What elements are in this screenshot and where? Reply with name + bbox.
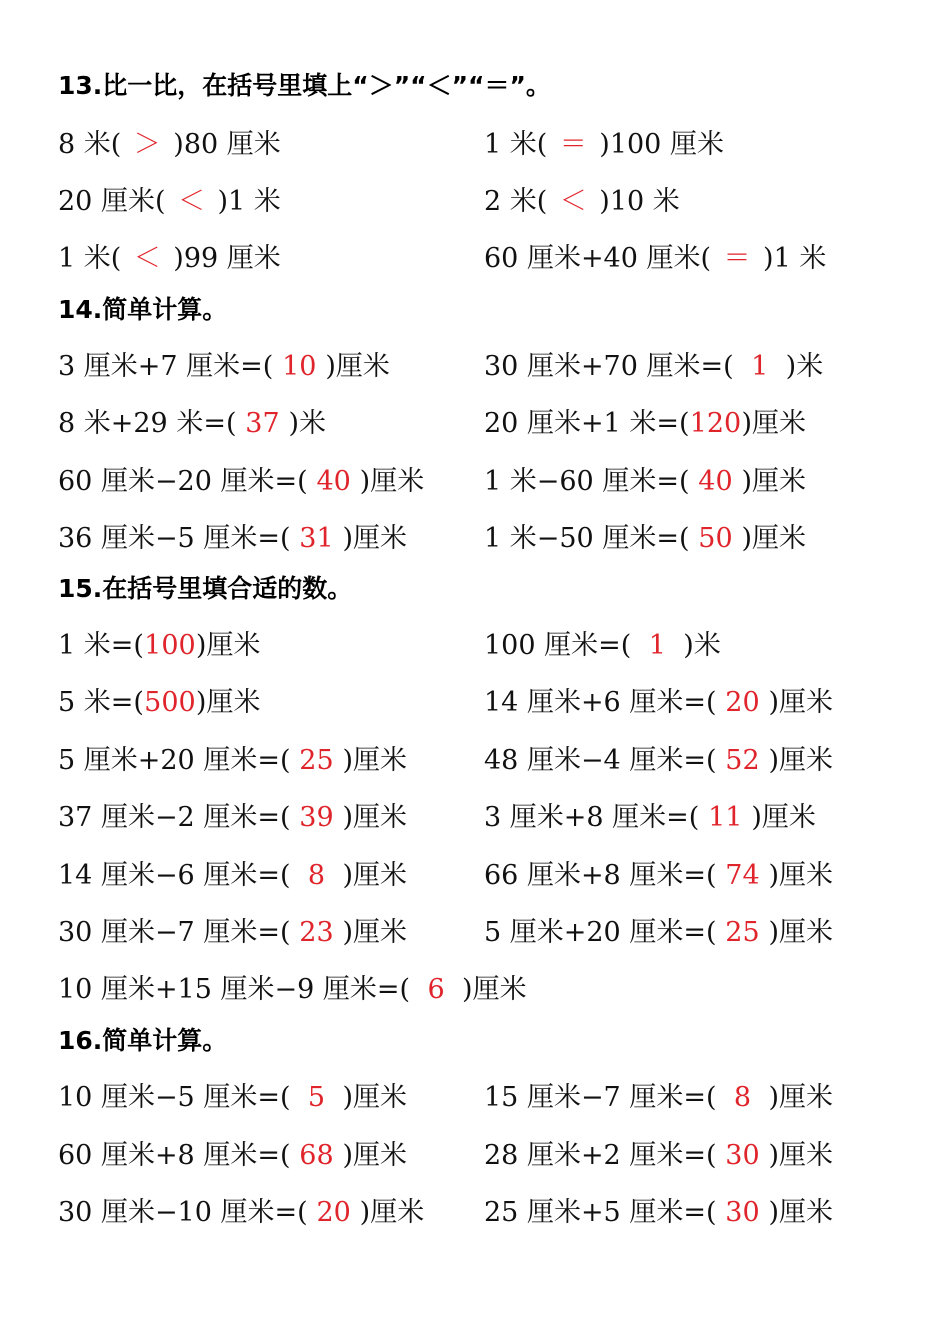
problem-right [484, 626, 721, 666]
expression-tail: )厘米 [751, 802, 816, 833]
section-15-title: 15.在括号里填合适的数。 [58, 574, 353, 603]
answer: ＝ [559, 129, 587, 160]
problem-right [484, 462, 806, 502]
answer: ＜ [177, 186, 205, 217]
expression-tail: )厘米 [741, 523, 807, 554]
problem-left [58, 798, 407, 838]
problem-row [0, 626, 950, 666]
expression-tail: )厘米 [768, 1140, 834, 1171]
expression: 30 厘米−7 厘米=( [58, 917, 291, 948]
expression-tail: )米 [288, 408, 327, 439]
expression: 10 厘米+15 厘米−9 厘米=( [58, 974, 411, 1005]
section-14-title: 14.简单计算。 [58, 295, 228, 324]
expression-tail: )厘米 [741, 408, 807, 439]
expression: 3 厘米+8 厘米=( [484, 802, 700, 833]
problem-row [0, 741, 950, 781]
problem-row [0, 462, 950, 502]
problem-row [0, 125, 950, 165]
answer: 50 [698, 523, 733, 554]
answer: 100 [144, 630, 196, 661]
answer: 11 [708, 802, 743, 833]
expression: 1 米−50 厘米=( [484, 523, 690, 554]
expression-tail: )厘米 [741, 466, 807, 497]
problem-left [58, 182, 281, 222]
problem-row [0, 970, 950, 1010]
problem-row [0, 239, 950, 279]
expression-tail: )厘米 [342, 802, 408, 833]
answer: 52 [725, 745, 760, 776]
expression: 15 厘米−7 厘米=( [484, 1082, 717, 1113]
problem-left [58, 519, 407, 559]
problem-right [484, 404, 806, 444]
problem-right [484, 913, 833, 953]
answer: 40 [698, 466, 733, 497]
expression: 30 厘米−10 厘米=( [58, 1197, 308, 1228]
expression: 30 厘米+70 厘米=( [484, 351, 734, 382]
problem-row [0, 1136, 950, 1176]
expression: 25 厘米+5 厘米=( [484, 1197, 717, 1228]
expression: 60 厘米−20 厘米=( [58, 466, 308, 497]
problem-right [484, 856, 833, 896]
problem-left [58, 1193, 424, 1233]
expression-tail: )厘米 [462, 974, 527, 1005]
expression: 2 米( [484, 186, 548, 217]
expression-tail: )厘米 [342, 860, 408, 891]
problem-left [58, 913, 407, 953]
answer: 20 [725, 687, 760, 718]
problem-row [0, 182, 950, 222]
answer: 39 [299, 802, 334, 833]
answer: 6 [427, 974, 445, 1005]
expression-tail: )厘米 [342, 917, 408, 948]
answer: ＜ [559, 186, 587, 217]
expression-tail: )厘米 [768, 1197, 834, 1228]
problem-row [0, 856, 950, 896]
expression-tail: )米 [785, 351, 824, 382]
problem-right [484, 239, 826, 279]
answer: 23 [299, 917, 334, 948]
answer: 500 [144, 687, 196, 718]
answer: 68 [299, 1140, 334, 1171]
answer: 30 [725, 1140, 760, 1171]
expression-tail: )厘米 [195, 687, 261, 718]
expression: 5 厘米+20 厘米=( [58, 745, 291, 776]
answer: ＞ [133, 129, 161, 160]
answer: 25 [299, 745, 334, 776]
answer: ＜ [133, 243, 161, 274]
problem-right [484, 1078, 833, 1118]
expression: 66 厘米+8 厘米=( [484, 860, 717, 891]
expression: 37 厘米−2 厘米=( [58, 802, 291, 833]
answer: 74 [725, 860, 760, 891]
answer: 120 [689, 408, 742, 439]
expression: 14 厘米+6 厘米=( [484, 687, 717, 718]
expression: 1 米=( [58, 630, 144, 661]
expression: 5 米=( [58, 687, 144, 718]
problem-left [58, 1078, 407, 1118]
problem-right [484, 125, 724, 165]
problem-row [0, 1078, 950, 1118]
expression-tail: )厘米 [342, 523, 408, 554]
expression-tail: )米 [683, 630, 721, 661]
expression: 20 厘米+1 米=( [484, 408, 690, 439]
expression: 48 厘米−4 厘米=( [484, 745, 717, 776]
answer: 1 [751, 351, 769, 382]
problem-row [0, 798, 950, 838]
expression-tail: )厘米 [768, 687, 834, 718]
answer: 1 [648, 630, 666, 661]
expression: 1 米( [484, 129, 548, 160]
expression-tail: )厘米 [342, 745, 408, 776]
expression-tail: )厘米 [768, 860, 834, 891]
expression-tail: )80 厘米 [173, 129, 281, 160]
expression-tail: )厘米 [359, 466, 425, 497]
expression: 1 米−60 厘米=( [484, 466, 690, 497]
answer: ＝ [723, 243, 751, 274]
problem-left [58, 347, 390, 387]
expression: 10 厘米−5 厘米=( [58, 1082, 291, 1113]
answer: 20 [316, 1197, 351, 1228]
answer: 5 [307, 1082, 326, 1113]
answer: 37 [245, 408, 280, 439]
answer: 31 [299, 523, 334, 554]
problem-left [58, 970, 527, 1010]
expression: 60 厘米+8 厘米=( [58, 1140, 291, 1171]
problem-right [484, 741, 833, 781]
expression-tail: )厘米 [342, 1082, 408, 1113]
problem-left [58, 1136, 407, 1176]
answer: 10 [282, 351, 317, 382]
section-13-title: 13.比一比，在括号里填上“＞”“＜”“＝”。 [58, 71, 551, 100]
problem-right [484, 1193, 833, 1233]
expression-tail: )99 厘米 [173, 243, 281, 274]
answer: 8 [307, 860, 326, 891]
expression: 14 厘米−6 厘米=( [58, 860, 291, 891]
expression-tail: )10 米 [599, 186, 680, 217]
problem-row [0, 1193, 950, 1233]
expression: 5 厘米+20 厘米=( [484, 917, 717, 948]
problem-left [58, 462, 424, 502]
problem-left [58, 239, 281, 279]
expression: 36 厘米−5 厘米=( [58, 523, 291, 554]
problem-right [484, 683, 833, 723]
expression: 60 厘米+40 厘米( [484, 243, 712, 274]
problem-right [484, 798, 816, 838]
problem-row [0, 519, 950, 559]
expression: 28 厘米+2 厘米=( [484, 1140, 717, 1171]
problem-left [58, 125, 281, 165]
answer: 40 [316, 466, 351, 497]
section-16-title: 16.简单计算。 [58, 1026, 228, 1055]
expression-tail: )厘米 [325, 351, 390, 382]
answer: 8 [733, 1082, 752, 1113]
problem-right [484, 347, 823, 387]
expression: 100 厘米=( [484, 630, 632, 661]
problem-right [484, 519, 806, 559]
answer: 30 [725, 1197, 760, 1228]
expression: 8 米+29 米=( [58, 408, 237, 439]
expression-tail: )厘米 [342, 1140, 408, 1171]
expression-tail: )厘米 [768, 1082, 834, 1113]
problem-left [58, 683, 260, 723]
expression: 3 厘米+7 厘米=( [58, 351, 274, 382]
problem-right [484, 182, 680, 222]
expression: 8 米( [58, 129, 122, 160]
expression-tail: )1 米 [217, 186, 281, 217]
expression-tail: )厘米 [768, 745, 834, 776]
problem-right [484, 1136, 833, 1176]
problem-row [0, 404, 950, 444]
problem-left [58, 626, 260, 666]
problem-left [58, 741, 407, 781]
answer: 25 [725, 917, 760, 948]
expression-tail: )厘米 [359, 1197, 425, 1228]
expression: 20 厘米( [58, 186, 166, 217]
problem-row [0, 683, 950, 723]
expression: 1 米( [58, 243, 122, 274]
problem-row [0, 347, 950, 387]
expression-tail: )厘米 [768, 917, 834, 948]
expression-tail: )100 厘米 [599, 129, 724, 160]
expression-tail: )厘米 [195, 630, 261, 661]
problem-row [0, 913, 950, 953]
problem-left [58, 856, 407, 896]
expression-tail: )1 米 [763, 243, 827, 274]
problem-left [58, 404, 326, 444]
